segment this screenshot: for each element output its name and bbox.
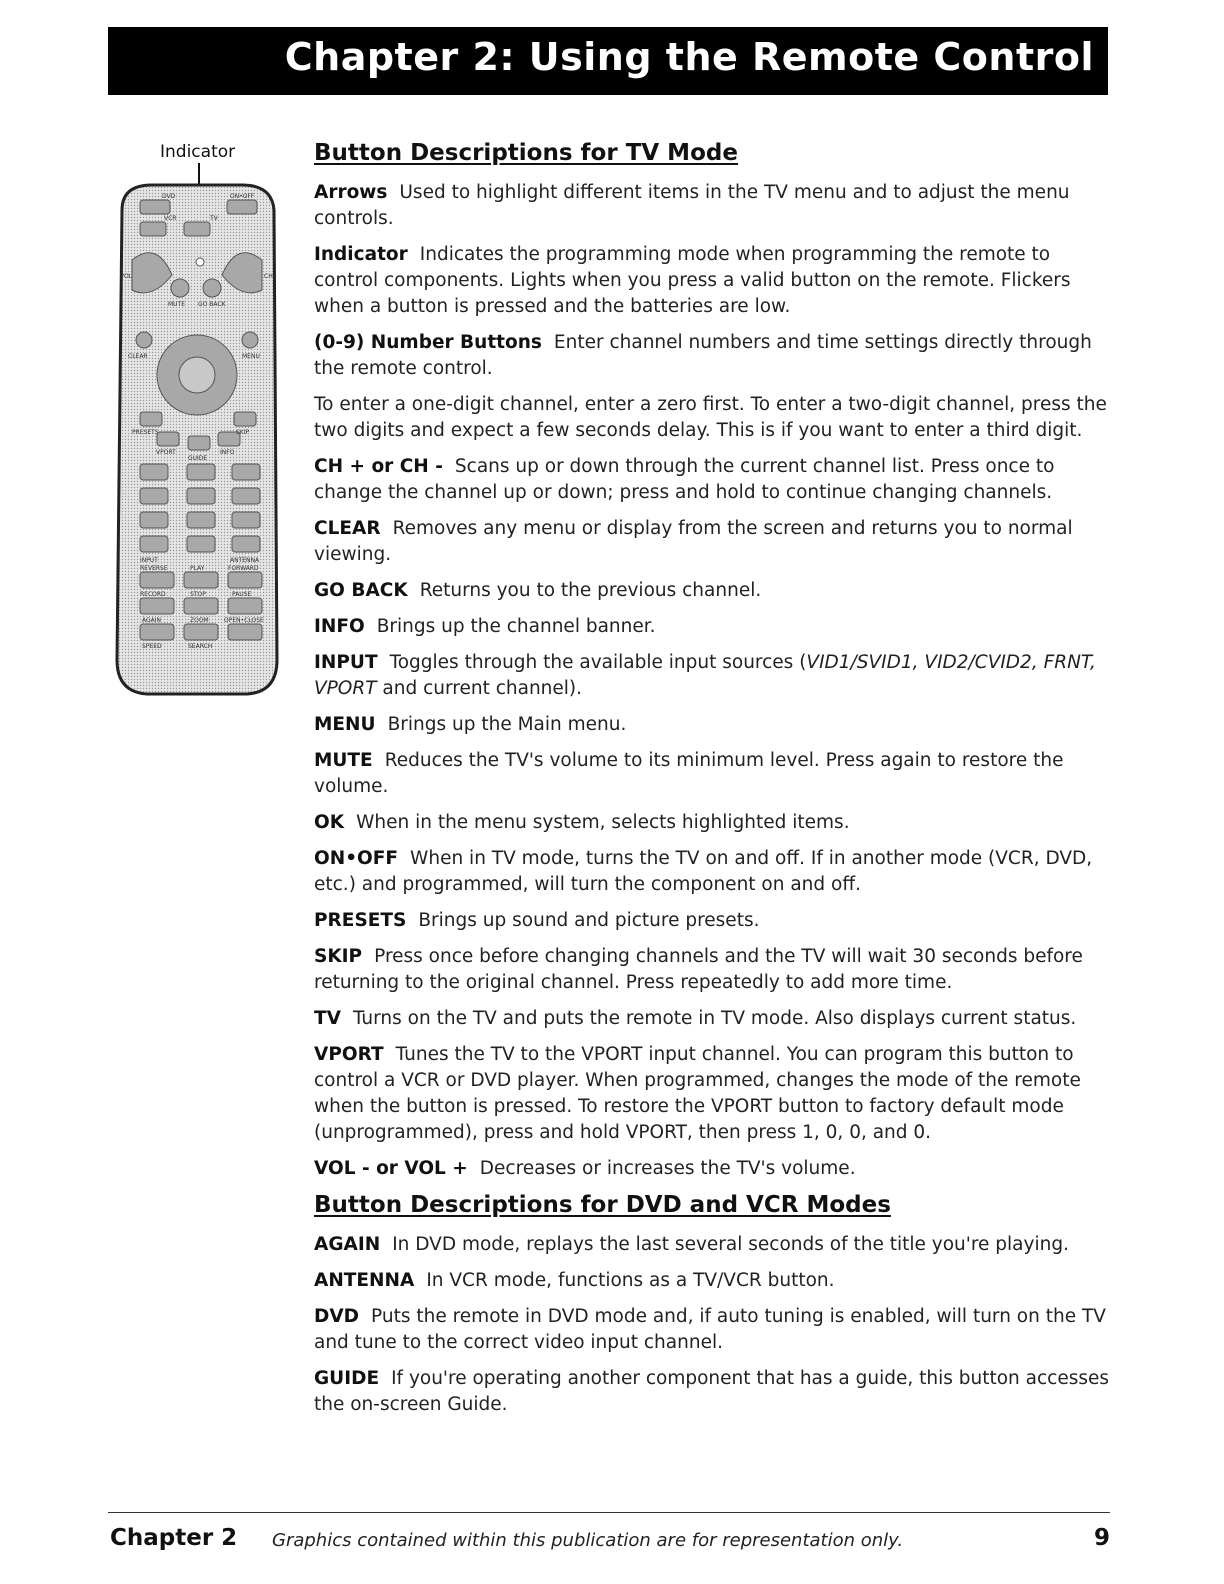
button-term: CH + or CH - <box>314 456 443 477</box>
input-source-list: VID1/SVID1, VID2/CVID2, FRNT, VPORT <box>314 652 1096 699</box>
remote-label-vport: VPORT <box>156 449 176 456</box>
button-term: MUTE <box>314 750 373 771</box>
button-description-end: and current channel). <box>376 678 583 699</box>
button-description: When in TV mode, turns the TV on and off. If in another mode (VCR, DVD, etc.) and programmed, will turn the component on and off. <box>314 848 1093 895</box>
tv-mode-heading: Button Descriptions for TV Mode <box>314 140 738 166</box>
remote-label-ch: CH <box>264 273 273 280</box>
button-term: GO BACK <box>314 580 408 601</box>
remote-label-pause: PAUSE <box>232 591 252 598</box>
button-description: In DVD mode, replays the last several seconds of the title you're playing. <box>392 1234 1069 1255</box>
description-entry <box>314 846 1114 898</box>
remote-label-reverse: REVERSE <box>140 565 168 572</box>
chapter-title-bar <box>108 27 1108 95</box>
remote-label-zoom: ZOOM <box>190 617 209 624</box>
remote-label-input: INPUT <box>140 557 158 564</box>
button-term: (0-9) Number Buttons <box>314 332 542 353</box>
description-entry <box>314 712 1114 738</box>
description-entry <box>314 392 1114 444</box>
chapter-title: Chapter 2: Using the Remote Control <box>284 35 1094 79</box>
remote-label-skip: SKIP <box>236 429 250 436</box>
description-entry <box>314 454 1114 506</box>
remote-label-presets: PRESETS <box>132 429 159 436</box>
button-description: Brings up sound and picture presets. <box>418 910 760 931</box>
description-entry <box>314 748 1114 800</box>
description-entry <box>314 1232 1114 1258</box>
button-description: Brings up the channel banner. <box>376 616 656 637</box>
remote-label-forward: FORWARD <box>228 565 259 572</box>
footer-disclaimer: Graphics contained within this publication are for representation only. <box>272 1530 904 1551</box>
description-entry <box>314 1006 1114 1032</box>
description-entry <box>314 1304 1114 1356</box>
button-description: Scans up or down through the current channel list. Press once to change the channel up or down; press and hold to continue changing channels. <box>314 456 1055 503</box>
remote-label-dvd: DVD <box>162 193 176 200</box>
button-description: To enter a one-digit channel, enter a zero first. To enter a two-digit channel, press the two digits and expect a few seconds delay. This is if you want to enter a third digit. <box>314 394 1107 441</box>
indicator-callout-label: Indicator <box>160 142 236 162</box>
remote-label-search: SEARCH <box>188 643 213 650</box>
description-entry <box>314 1366 1114 1418</box>
button-description: Used to highlight different items in the TV menu and to adjust the menu controls. <box>314 182 1070 229</box>
remote-label-again: AGAIN <box>142 617 162 624</box>
button-description: Reduces the TV's volume to its minimum level. Press again to restore the volume. <box>314 750 1064 797</box>
button-term: VOL - or VOL + <box>314 1158 468 1179</box>
button-term: TV <box>314 1008 341 1029</box>
remote-label-on-off: ON•OFF <box>230 193 255 200</box>
remote-label-info: INFO <box>220 449 235 456</box>
button-description: Decreases or increases the TV's volume. <box>479 1158 856 1179</box>
button-description: Toggles through the available input sources ( <box>389 652 807 673</box>
button-term: VPORT <box>314 1044 384 1065</box>
button-description: Puts the remote in DVD mode and, if auto tuning is enabled, will turn on the TV and tune to the correct video input channel. <box>314 1306 1106 1353</box>
remote-label-menu: MENU <box>242 353 260 360</box>
button-term: MENU <box>314 714 376 735</box>
button-description: Turns on the TV and puts the remote in TV mode. Also displays current status. <box>352 1008 1077 1029</box>
button-description: Removes any menu or display from the screen and returns you to normal viewing. <box>314 518 1073 565</box>
description-entry <box>314 908 1114 934</box>
button-term: Indicator <box>314 244 408 265</box>
button-description: If you're operating another component that has a guide, this button accesses the on-screen Guide. <box>314 1368 1110 1415</box>
button-description: Returns you to the previous channel. <box>419 580 762 601</box>
remote-label-open-close: OPEN•CLOSE <box>224 617 264 624</box>
description-entry <box>314 578 1114 604</box>
button-descriptions <box>314 140 1114 1428</box>
description-entry <box>314 1156 1114 1182</box>
remote-label-guide: GUIDE <box>188 455 208 462</box>
button-term: INFO <box>314 616 365 637</box>
button-term: OK <box>314 812 345 833</box>
dvd-vcr-mode-entries <box>314 1232 1114 1418</box>
remote-label-tv: TV <box>210 215 218 222</box>
description-entry <box>314 650 1114 702</box>
remote-label-clear: CLEAR <box>128 353 148 360</box>
button-term: CLEAR <box>314 518 381 539</box>
description-entry <box>314 1042 1114 1146</box>
button-term: INPUT <box>314 652 378 673</box>
description-entry <box>314 810 1114 836</box>
button-description: In VCR mode, functions as a TV/VCR button. <box>426 1270 835 1291</box>
description-entry <box>314 330 1114 382</box>
remote-label-vcr: VCR <box>164 215 177 222</box>
button-term: AGAIN <box>314 1234 381 1255</box>
footer-chapter-label: Chapter 2 <box>110 1525 238 1551</box>
page-number: 9 <box>1094 1525 1111 1551</box>
description-entry <box>314 1268 1114 1294</box>
dvd-vcr-mode-heading: Button Descriptions for DVD and VCR Modes <box>314 1192 891 1218</box>
remote-label-play: PLAY <box>190 565 205 572</box>
button-description: Indicates the programming mode when programming the remote to control components. Lights when you press a valid button on the remote. Flickers when a button is pressed and the batteries are low. <box>314 244 1071 317</box>
remote-label-record: RECORD <box>140 591 166 598</box>
button-description: Press once before changing channels and the TV will wait 30 seconds before returning to the original channel. Press repeatedly to add more time. <box>314 946 1083 993</box>
button-term: ON•OFF <box>314 848 399 869</box>
button-term: DVD <box>314 1306 360 1327</box>
remote-label-antenna: ANTENNA <box>230 557 260 564</box>
description-entry <box>314 516 1114 568</box>
description-entry <box>314 180 1114 232</box>
button-description: Enter channel numbers and time settings directly through the remote control. <box>314 332 1092 379</box>
button-term: ANTENNA <box>314 1270 415 1291</box>
description-entry <box>314 614 1114 640</box>
button-description: When in the menu system, selects highlighted items. <box>356 812 850 833</box>
tv-mode-entries <box>314 180 1114 1182</box>
button-term: GUIDE <box>314 1368 380 1389</box>
description-entry <box>314 242 1114 320</box>
button-description: Brings up the Main menu. <box>387 714 627 735</box>
button-term: PRESETS <box>314 910 407 931</box>
button-term: Arrows <box>314 182 388 203</box>
button-description: Tunes the TV to the VPORT input channel. You can program this button to control a VCR or DVD player. When programmed, changes the mode of the remote when the button is pressed. To restore the VPORT button to factory default mode (unprogrammed), press and hold VPORT, then press 1, 0, 0, and 0. <box>314 1044 1081 1143</box>
remote-label-vol: VOL <box>120 273 133 280</box>
remote-label-mute: MUTE <box>168 301 186 308</box>
remote-label-speed: SPEED <box>142 643 162 650</box>
button-term: SKIP <box>314 946 363 967</box>
remote-label-go-back: GO BACK <box>198 301 226 308</box>
remote-control-illustration <box>112 180 282 700</box>
description-entry <box>314 944 1114 996</box>
remote-control-icon <box>112 180 282 700</box>
footer-divider <box>108 1512 1110 1513</box>
remote-label-stop: STOP <box>190 591 206 598</box>
